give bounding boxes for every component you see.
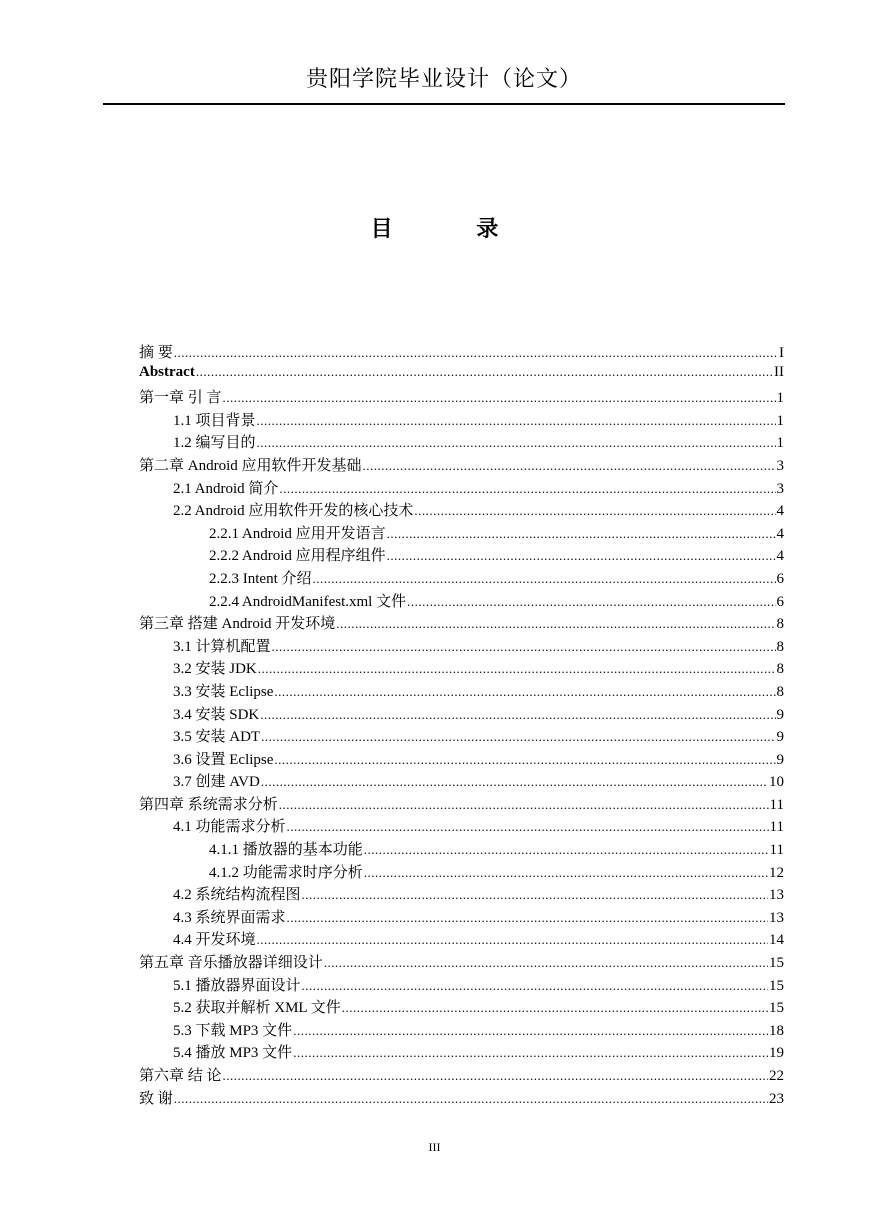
- toc-entry-page: 11: [769, 819, 784, 836]
- toc-dot-leader: [174, 1091, 768, 1107]
- toc-entry[interactable]: [139, 612, 784, 635]
- toc-entry-page: 3: [776, 457, 784, 474]
- toc-entry[interactable]: [139, 703, 784, 726]
- toc-dot-leader: [364, 865, 768, 881]
- toc-entry-page: 6: [776, 593, 784, 610]
- toc-entry[interactable]: [139, 477, 784, 500]
- toc-entry[interactable]: [139, 499, 784, 522]
- toc-entry-title: 2.2.3 Intent 介绍: [209, 570, 312, 587]
- toc-entry[interactable]: [139, 386, 784, 409]
- toc-entry-title: 5.1 播放器界面设计: [173, 977, 301, 994]
- toc-entry-title: 第五章 音乐播放器详细设计: [139, 955, 323, 972]
- toc-dot-leader: [342, 1000, 768, 1016]
- toc-dot-leader: [313, 571, 776, 587]
- toc-entry-title: 4.1.2 功能需求时序分析: [209, 864, 363, 881]
- toc-entry[interactable]: [139, 431, 784, 454]
- toc-entry[interactable]: [139, 680, 784, 703]
- toc-entry-page: 4: [776, 548, 784, 565]
- toc-entry-title: 4.2 系统结构流程图: [173, 887, 301, 904]
- toc-dot-leader: [257, 435, 776, 451]
- toc-entry-page: 1: [776, 435, 784, 452]
- toc-title: 目 录: [370, 217, 537, 242]
- toc-entry-page: 11: [769, 842, 784, 859]
- toc-entry[interactable]: [139, 770, 784, 793]
- toc-dot-leader: [293, 1023, 768, 1039]
- toc-entry-page: 11: [769, 796, 784, 813]
- toc-entry-page: 15: [769, 1000, 784, 1017]
- page-header: [103, 62, 785, 105]
- toc-dot-leader: [174, 345, 778, 361]
- toc-dot-leader: [261, 729, 775, 745]
- toc-entry[interactable]: [139, 522, 784, 545]
- toc-entry[interactable]: [139, 928, 784, 951]
- toc-dot-leader: [274, 684, 775, 700]
- toc-entry[interactable]: [139, 1087, 784, 1110]
- toc-dot-leader: [260, 707, 775, 723]
- toc-entry[interactable]: [139, 883, 784, 906]
- toc-dot-leader: [363, 458, 776, 474]
- page-number: III: [428, 1140, 441, 1154]
- table-of-contents: [139, 341, 784, 1109]
- toc-entry-page: 1: [776, 390, 784, 407]
- toc-entry-page: 8: [776, 683, 784, 700]
- toc-entry-page: 8: [776, 638, 784, 655]
- toc-entry-title: 2.2.1 Android 应用开发语言: [209, 525, 386, 542]
- toc-entry-page: 4: [776, 503, 784, 520]
- toc-dot-leader: [387, 526, 776, 542]
- toc-entry-page: 15: [769, 955, 784, 972]
- toc-dot-leader: [414, 503, 775, 519]
- toc-entry[interactable]: [139, 748, 784, 771]
- toc-entry-title: 5.2 获取并解析 XML 文件: [173, 1000, 341, 1017]
- toc-entry-title: 摘 要: [139, 345, 173, 361]
- toc-entry-page: 3: [776, 480, 784, 497]
- toc-dot-leader: [302, 887, 768, 903]
- toc-entry-title: 第三章 搭建 Android 开发环境: [139, 616, 336, 633]
- toc-entry-title: 5.3 下载 MP3 文件: [173, 1022, 293, 1039]
- toc-entry-title: 致 谢: [139, 1090, 173, 1107]
- toc-dot-leader: [407, 594, 775, 610]
- toc-entry[interactable]: [139, 590, 784, 613]
- toc-entry[interactable]: [139, 567, 784, 590]
- toc-entry[interactable]: [139, 454, 784, 477]
- toc-entry-page: 13: [769, 909, 784, 926]
- toc-entry-page: II: [774, 363, 784, 380]
- toc-dot-leader: [223, 1068, 768, 1084]
- toc-entry-title: 3.2 安装 JDK: [173, 661, 257, 678]
- toc-entry-title: 3.4 安装 SDK: [173, 706, 260, 723]
- toc-entry-title: 4.4 开发环境: [173, 932, 256, 949]
- toc-entry-page: 1: [776, 412, 784, 429]
- toc-dot-leader: [196, 364, 773, 380]
- toc-entry-page: 4: [776, 525, 784, 542]
- toc-entry-title: 3.7 创建 AVD: [173, 774, 260, 791]
- toc-entry-title: 第六章 结 论: [139, 1068, 222, 1084]
- toc-entry-title: 3.1 计算机配置: [173, 638, 271, 655]
- toc-dot-leader: [257, 932, 768, 948]
- toc-dot-leader: [274, 752, 775, 768]
- toc-dot-leader: [293, 1045, 768, 1061]
- toc-entry-title: 1.1 项目背景: [173, 412, 256, 429]
- toc-entry-title: 3.6 设置 Eclipse: [173, 751, 274, 768]
- toc-entry-page: 6: [776, 570, 784, 587]
- toc-dot-leader: [258, 661, 776, 677]
- toc-entry-title: 2.2 Android 应用软件开发的核心技术: [173, 503, 414, 520]
- toc-entry-title: 第二章 Android 应用软件开发基础: [139, 457, 362, 474]
- toc-entry-page: 23: [769, 1090, 784, 1107]
- toc-entry[interactable]: [139, 815, 784, 838]
- toc-dot-leader: [287, 819, 769, 835]
- toc-entry[interactable]: [139, 793, 784, 816]
- toc-entry-title: 3.3 安装 Eclipse: [173, 683, 274, 700]
- toc-entry-page: 8: [776, 661, 784, 678]
- toc-entry-page: 12: [769, 864, 784, 881]
- toc-entry-page: 9: [776, 729, 784, 746]
- toc-entry-title: 2.1 Android 简介: [173, 480, 279, 497]
- toc-dot-leader: [336, 616, 775, 632]
- toc-entry[interactable]: [139, 657, 784, 680]
- toc-entry-page: 22: [769, 1068, 784, 1084]
- toc-entry[interactable]: [139, 1064, 784, 1087]
- toc-entry-page: 9: [776, 706, 784, 723]
- toc-entry-title: Abstract: [139, 363, 195, 380]
- toc-entry-page: 13: [769, 887, 784, 904]
- toc-dot-leader: [279, 797, 769, 813]
- toc-entry[interactable]: [139, 861, 784, 884]
- toc-entry-page: I: [779, 345, 784, 361]
- toc-dot-leader: [261, 774, 768, 790]
- toc-entry[interactable]: [139, 906, 784, 929]
- toc-entry-title: 第一章 引 言: [139, 390, 222, 407]
- toc-entry-title: 1.2 编写目的: [173, 435, 256, 452]
- toc-dot-leader: [272, 639, 776, 655]
- toc-entry[interactable]: [139, 725, 784, 748]
- toc-entry[interactable]: [139, 635, 784, 658]
- toc-dot-leader: [279, 481, 775, 497]
- toc-entry-page: 8: [776, 616, 784, 633]
- toc-entry-title: 2.2.4 AndroidManifest.xml 文件: [209, 593, 407, 610]
- toc-entry-page: 14: [769, 932, 784, 949]
- toc-entry[interactable]: [139, 838, 784, 861]
- toc-entry-title: 5.4 播放 MP3 文件: [173, 1045, 293, 1062]
- toc-entry[interactable]: [139, 974, 784, 997]
- toc-entry-title: 3.5 安装 ADT: [173, 729, 261, 746]
- toc-dot-leader: [223, 390, 776, 406]
- toc-entry-page: 9: [776, 751, 784, 768]
- toc-entry-title: 4.1 功能需求分析: [173, 819, 286, 836]
- toc-entry[interactable]: [139, 364, 784, 387]
- toc-entry-title: 第四章 系统需求分析: [139, 796, 278, 813]
- toc-entry-title: 4.1.1 播放器的基本功能: [209, 842, 363, 859]
- toc-entry-page: 10: [769, 774, 784, 791]
- toc-dot-leader: [324, 955, 768, 971]
- toc-entry[interactable]: [139, 341, 784, 364]
- toc-entry-page: 15: [769, 977, 784, 994]
- toc-entry-page: 19: [769, 1045, 784, 1062]
- toc-dot-leader: [364, 842, 769, 858]
- toc-dot-leader: [387, 548, 776, 564]
- header-title: 贵阳学院毕业设计（论文）: [305, 67, 582, 92]
- toc-entry[interactable]: [139, 409, 784, 432]
- toc-entry[interactable]: [139, 544, 784, 567]
- toc-dot-leader: [257, 413, 776, 429]
- toc-entry[interactable]: [139, 1019, 784, 1042]
- toc-entry-title: 2.2.2 Android 应用程序组件: [209, 548, 386, 565]
- toc-entry-title: 4.3 系统界面需求: [173, 909, 286, 926]
- toc-dot-leader: [302, 978, 768, 994]
- toc-dot-leader: [287, 910, 768, 926]
- toc-entry-page: 18: [769, 1022, 784, 1039]
- toc-entry[interactable]: [139, 1041, 784, 1064]
- toc-entry[interactable]: [139, 951, 784, 974]
- toc-entry[interactable]: [139, 996, 784, 1019]
